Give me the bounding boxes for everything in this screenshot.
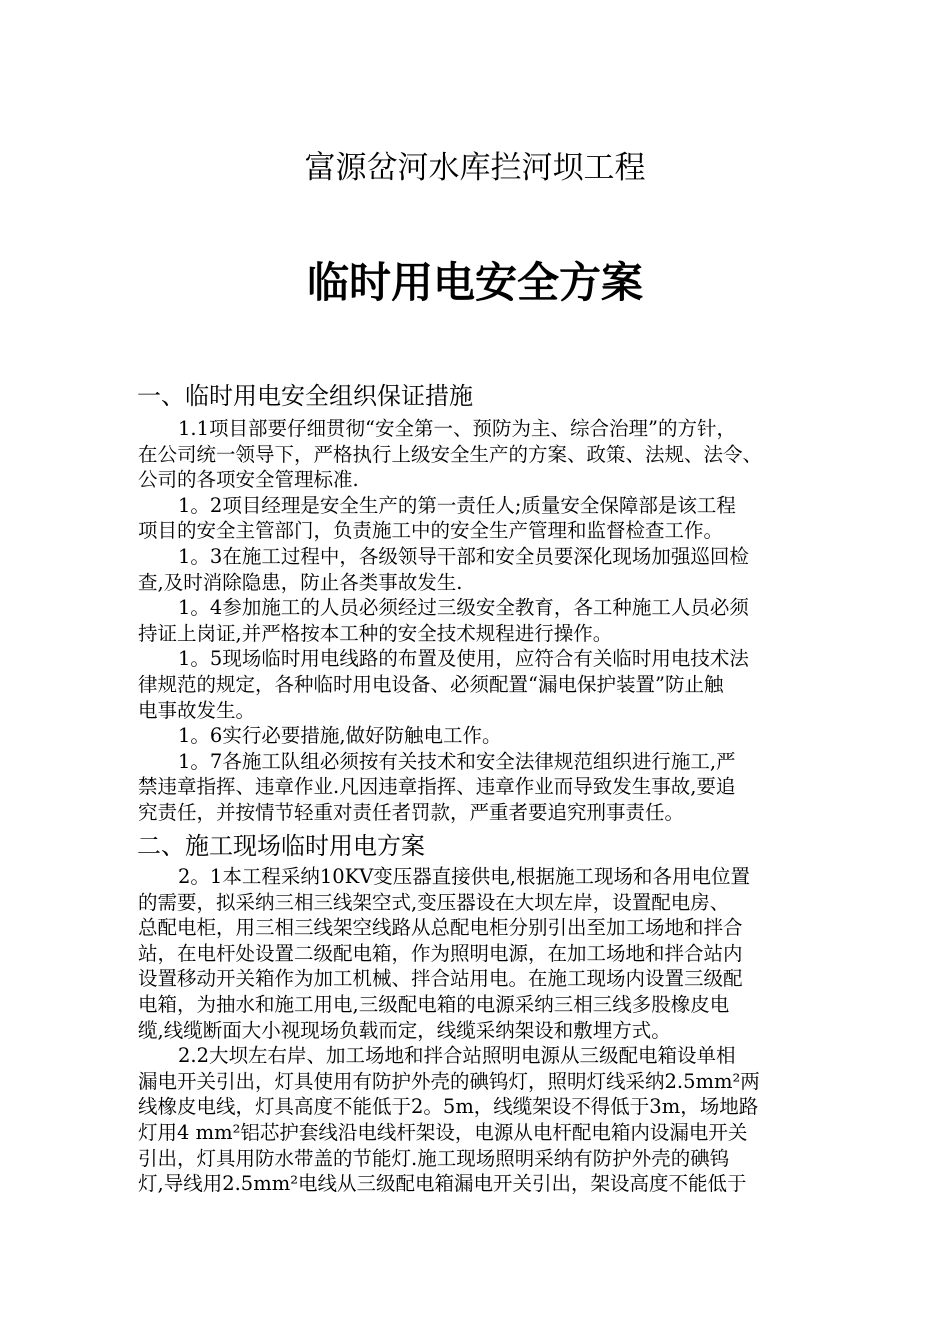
paragraph-line: 公司的各项安全管理标准.	[138, 468, 359, 492]
paragraph-line: 禁违章指挥、违章作业.凡因违章指挥、违章作业而导致发生事故,要追	[138, 775, 736, 799]
paragraph-line: 1。7各施工队组必须按有关技术和安全法律规范组织进行施工,严	[178, 749, 736, 773]
document-title: 临时用电安全方案	[306, 258, 643, 307]
paragraph-line: 引出，灯具用防水带盖的节能灯.施工现场照明采纳有防护外壳的碘钨	[138, 1146, 730, 1170]
paragraph-line: 在公司统一领导下，严格执行上级安全生产的方案、政策、法规、法令、	[138, 442, 763, 466]
paragraph-line: 查,及时消除隐患，防止各类事故发生.	[138, 570, 463, 594]
paragraph	[138, 595, 856, 646]
section-heading-2: 二、施工现场临时用电方案	[137, 832, 425, 860]
paragraph-line: 电事故发生。	[138, 698, 256, 722]
paragraph-line: 律规范的规定，各种临时用电设备、必须配置“漏电保护装置”防止触	[138, 672, 724, 696]
paragraph-line: 持证上岗证,并严格按本工种的安全技术规程进行操作。	[138, 621, 613, 645]
paragraph-line: 1.1项目部要仔细贯彻“安全第一、预防为主、综合治理”的方针，	[178, 417, 736, 440]
paragraph	[138, 749, 856, 826]
document-subtitle: 富源岔河水库拦河坝工程	[304, 150, 646, 186]
paragraph-line: 漏电开关引出，灯具使用有防护外壳的碘钨灯，照明灯线采纳2.5mm²两	[138, 1069, 760, 1093]
paragraph	[138, 493, 856, 544]
paragraph-line: 究责任，并按情节轻重对责任者罚款，严重者要追究刑事责任。	[138, 800, 685, 824]
paragraph	[138, 723, 856, 749]
paragraph-line: 缆,线缆断面大小视现场负载而定，线缆采纳架设和敷埋方式。	[138, 1018, 671, 1042]
paragraph	[138, 544, 856, 595]
paragraph	[138, 1043, 856, 1197]
section-body-2	[138, 864, 856, 1197]
paragraph-line: 设置移动开关箱作为加工机械、拌合站用电。在施工现场内设置三级配	[138, 967, 743, 991]
paragraph-line: 1。5现场临时用电线路的布置及使用，应符合有关临时用电技术法	[178, 647, 749, 671]
paragraph-line: 项目的安全主管部门，负责施工中的安全生产管理和监督检查工作。	[138, 519, 724, 543]
paragraph-line: 1。2项目经理是安全生产的第一责任人;质量安全保障部是该工程	[178, 493, 736, 517]
paragraph-line: 的需要，拟采纳三相三线架空式,变压器设在大坝左岸，设置配电房、	[138, 890, 730, 914]
section-heading-1: 一、临时用电安全组织保证措施	[137, 382, 473, 410]
paragraph-line: 线橡皮电线，灯具高度不能低于2。5m，线缆架设不得低于3m，场地路	[138, 1095, 759, 1119]
paragraph-line: 总配电柜，用三相三线架空线路从总配电柜分别引出至加工场地和拌合	[138, 916, 743, 940]
paragraph	[138, 416, 856, 493]
paragraph-line: 灯,导线用2.5mm²电线从三级配电箱漏电开关引出，架设高度不能低于	[138, 1172, 747, 1196]
paragraph-line: 2。1本工程采纳10KV变压器直接供电,根据施工现场和各用电位置	[178, 865, 750, 888]
paragraph	[138, 646, 856, 723]
paragraph-line: 1。6实行必要措施,做好防触电工作。	[178, 724, 502, 748]
paragraph-line: 电箱，为抽水和施工用电,三级配电箱的电源采纳三相三线多股橡皮电	[138, 992, 730, 1016]
section-body-1	[138, 416, 856, 826]
paragraph	[138, 864, 856, 1043]
paragraph-line: 1。4参加施工的人员必须经过三级安全教育，各工种施工人员必须	[178, 596, 749, 620]
paragraph-line: 2.2大坝左右岸、加工场地和拌合站照明电源从三级配电箱设单相	[178, 1044, 736, 1068]
paragraph-line: 灯用4 mm²铝芯护套线沿电线杆架设，电源从电杆配电箱内设漏电开关	[138, 1120, 748, 1144]
paragraph-line: 站，在电杆处设置二级配电箱，作为照明电源，在加工场地和拌合站内	[138, 941, 743, 965]
paragraph-line: 1。3在施工过程中，各级领导干部和安全员要深化现场加强巡回检	[178, 544, 749, 568]
